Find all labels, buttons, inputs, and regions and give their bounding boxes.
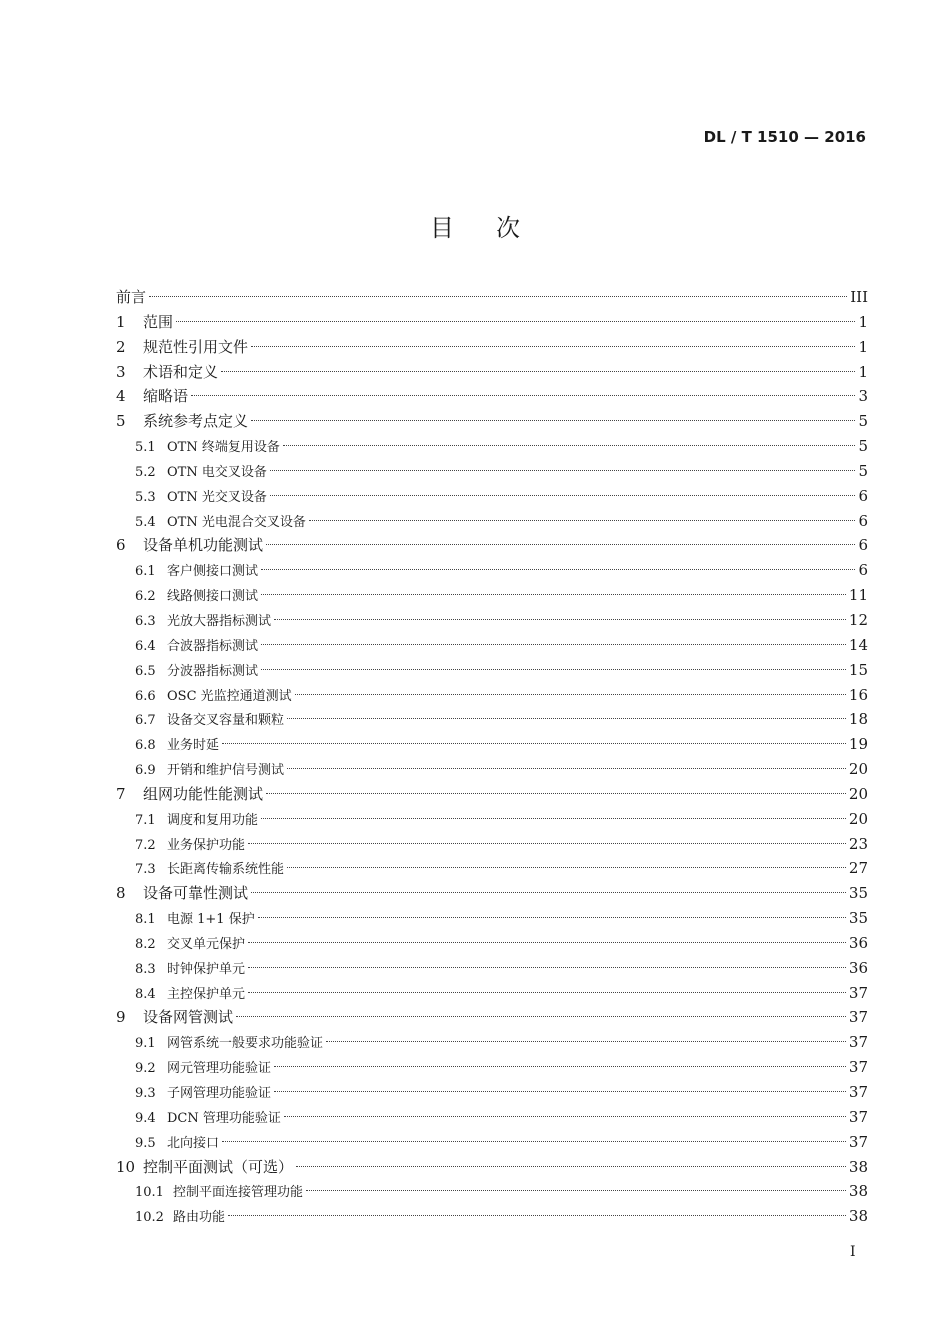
toc-entry-number: 8.1 [135, 912, 156, 928]
toc-entry-number: 6.8 [135, 738, 156, 754]
toc-entry-number: 6.5 [135, 663, 156, 679]
dot-leader [251, 892, 846, 893]
toc-entry-label: 设备单机功能测试 [143, 536, 264, 555]
toc-entry-number: 4 [116, 387, 126, 406]
toc-entry[interactable] [116, 1179, 868, 1204]
toc-entry-number: 8 [116, 884, 126, 903]
dot-leader [270, 495, 856, 496]
dot-leader [287, 718, 846, 719]
toc-entry-label: 客户侧接口测试 [167, 564, 259, 580]
toc-entry-page: 6 [858, 561, 868, 580]
toc-entry[interactable] [116, 360, 868, 385]
toc-entry[interactable] [116, 1155, 868, 1180]
toc-entry-number: 8.3 [135, 961, 156, 977]
dot-leader [261, 818, 846, 819]
toc-entry-label: OTN 光交叉设备 [167, 489, 267, 505]
toc-entry-number: 9.5 [135, 1135, 156, 1151]
toc-entry-page: 37 [848, 1058, 868, 1077]
dot-leader [222, 1141, 846, 1142]
toc-entry-label: 系统参考点定义 [143, 412, 249, 431]
toc-entry-page: 37 [848, 1107, 868, 1126]
toc-entry-number: 10.2 [135, 1210, 164, 1226]
dot-leader [258, 917, 846, 918]
toc-entry-page: 37 [848, 1033, 868, 1052]
toc-entry-label: 术语和定义 [143, 362, 219, 381]
toc-entry[interactable] [116, 732, 868, 757]
toc-entry-label: 网元管理功能验证 [167, 1061, 272, 1077]
dot-leader [266, 793, 846, 794]
toc-entry-number: 2 [116, 337, 126, 356]
dot-leader [287, 867, 846, 868]
toc-entry-label: 长距离传输系统性能 [167, 862, 285, 878]
toc-entry-label: 控制平面连接管理功能 [173, 1185, 304, 1201]
toc-entry-label: 光放大器指标测试 [167, 613, 272, 629]
toc-entry-label: DCN 管理功能验证 [167, 1110, 281, 1126]
dot-leader [149, 296, 847, 297]
toc-entry-label: 开销和维护信号测试 [167, 763, 285, 779]
page-number: I [850, 1244, 856, 1260]
toc-entry-page: 20 [848, 809, 868, 828]
toc-entry-label: 业务保护功能 [167, 837, 246, 853]
toc-entry[interactable] [116, 384, 868, 409]
toc-entry-label: 缩略语 [143, 387, 189, 406]
toc-entry-number: 9 [116, 1008, 126, 1027]
toc-entry[interactable] [116, 335, 868, 360]
toc-entry-number: 6.6 [135, 688, 156, 704]
toc-entry-page: 6 [858, 511, 868, 530]
toc-entry-page: 37 [848, 1008, 868, 1027]
toc-entry-label: 组网功能性能测试 [143, 784, 264, 803]
toc-entry-number: 9.1 [135, 1036, 156, 1052]
toc-entry[interactable] [116, 981, 868, 1006]
toc-entry[interactable] [116, 509, 868, 534]
dot-leader [270, 470, 856, 471]
toc-entry[interactable] [116, 658, 868, 683]
toc-entry[interactable] [116, 906, 868, 931]
toc-entry-label: 分波器指标测试 [167, 663, 259, 679]
toc-entry[interactable] [116, 807, 868, 832]
toc-entry-page: III [850, 288, 868, 306]
dot-leader [306, 1190, 846, 1191]
dot-leader [251, 346, 855, 347]
dot-leader [228, 1215, 846, 1216]
toc-entry[interactable] [116, 285, 868, 310]
dot-leader [284, 1116, 846, 1117]
toc-entry-page: 1 [858, 362, 868, 381]
toc-entry-page: 12 [848, 610, 868, 629]
standard-code: DL / T 1510 — 2016 [703, 128, 866, 146]
toc-entry-number: 6.4 [135, 638, 156, 654]
toc-entry[interactable] [116, 310, 868, 335]
dot-leader [326, 1041, 846, 1042]
toc-entry[interactable] [116, 931, 868, 956]
dot-leader [274, 619, 846, 620]
toc-entry-page: 18 [848, 710, 868, 729]
toc-entry[interactable] [116, 459, 868, 484]
toc-entry-label: 北向接口 [167, 1135, 220, 1151]
toc-entry-label: 设备交叉容量和颗粒 [167, 713, 285, 729]
toc-entry-page: 5 [858, 437, 868, 456]
dot-leader [248, 942, 846, 943]
toc-entry-number: 6.9 [135, 763, 156, 779]
toc-entry-number: 6.2 [135, 589, 156, 605]
toc-entry-label: 设备网管测试 [143, 1008, 234, 1027]
toc-entry-number: 8.4 [135, 986, 156, 1002]
toc-entry-label: 线路侧接口测试 [167, 589, 259, 605]
toc-entry-page: 1 [858, 312, 868, 331]
toc-entry[interactable] [116, 683, 868, 708]
dot-leader [251, 420, 855, 421]
toc-entry-label: 控制平面测试（可选） [143, 1157, 294, 1176]
toc-entry-page: 20 [848, 784, 868, 803]
toc-entry[interactable] [116, 1204, 868, 1229]
toc-entry-page: 20 [848, 760, 868, 779]
dot-leader [248, 967, 846, 968]
toc-entry-page: 36 [848, 933, 868, 952]
toc-entry[interactable] [116, 1005, 868, 1030]
dot-leader [283, 445, 856, 446]
dot-leader [261, 569, 855, 570]
toc-entry[interactable] [116, 1130, 868, 1155]
dot-leader [266, 544, 855, 545]
dot-leader [296, 1166, 846, 1167]
dot-leader [274, 1066, 846, 1067]
toc-entry[interactable] [116, 1030, 868, 1055]
toc-entry-label: 调度和复用功能 [167, 812, 259, 828]
toc-entry-number: 7 [116, 784, 126, 803]
table-of-contents [116, 285, 868, 1229]
toc-entry-label: 设备可靠性测试 [143, 884, 249, 903]
toc-entry-page: 38 [848, 1182, 868, 1201]
toc-entry-page: 14 [848, 635, 868, 654]
toc-entry-page: 16 [848, 685, 868, 704]
toc-entry-page: 5 [858, 461, 868, 480]
toc-entry-number: 6.7 [135, 713, 156, 729]
toc-entry-page: 37 [848, 1132, 868, 1151]
toc-entry-page: 6 [858, 536, 868, 555]
toc-entry-page: 27 [848, 859, 868, 878]
toc-entry-label: OSC 光监控通道测试 [167, 688, 292, 704]
toc-entry-number: 5.2 [135, 464, 156, 480]
toc-entry[interactable] [116, 558, 868, 583]
toc-entry[interactable] [116, 583, 868, 608]
toc-entry-label: 时钟保护单元 [167, 961, 246, 977]
toc-entry-page: 6 [858, 486, 868, 505]
toc-entry[interactable] [116, 707, 868, 732]
toc-entry-page: 1 [858, 337, 868, 356]
toc-entry-number: 6 [116, 536, 126, 555]
toc-entry-label: 规范性引用文件 [143, 337, 249, 356]
toc-entry[interactable] [116, 856, 868, 881]
toc-entry[interactable] [116, 533, 868, 558]
toc-entry-number: 6.3 [135, 613, 156, 629]
toc-entry[interactable] [116, 1080, 868, 1105]
dot-leader [274, 1091, 846, 1092]
toc-entry[interactable] [116, 484, 868, 509]
toc-entry[interactable] [116, 434, 868, 459]
toc-entry-label: OTN 终端复用设备 [167, 440, 280, 456]
toc-entry-label: 前言 [116, 288, 147, 306]
toc-entry-number: 9.2 [135, 1061, 156, 1077]
toc-entry-label: OTN 光电混合交叉设备 [167, 514, 306, 530]
toc-entry[interactable] [116, 1055, 868, 1080]
toc-entry[interactable] [116, 956, 868, 981]
toc-entry-number: 6.1 [135, 564, 156, 580]
toc-entry-page: 5 [858, 412, 868, 431]
toc-entry-label: 电源 1+1 保护 [167, 912, 255, 928]
toc-entry-page: 19 [848, 735, 868, 754]
dot-leader [191, 395, 855, 396]
toc-entry-label: 交叉单元保护 [167, 936, 246, 952]
toc-entry-label: OTN 电交叉设备 [167, 464, 267, 480]
toc-entry-page: 15 [848, 660, 868, 679]
toc-entry-number: 7.2 [135, 837, 156, 853]
toc-entry-page: 35 [848, 884, 868, 903]
dot-leader [295, 694, 846, 695]
dot-leader [309, 520, 856, 521]
toc-entry-label: 范围 [143, 312, 174, 331]
toc-entry-label: 子网管理功能验证 [167, 1086, 272, 1101]
toc-entry[interactable] [116, 409, 868, 434]
toc-entry-page: 38 [848, 1207, 868, 1226]
toc-entry[interactable] [116, 782, 868, 807]
toc-entry-number: 9.4 [135, 1110, 156, 1126]
toc-entry-number: 10.1 [135, 1185, 164, 1201]
dot-leader [248, 843, 846, 844]
toc-entry-page: 35 [848, 909, 868, 928]
toc-entry-number: 9.3 [135, 1086, 156, 1101]
toc-entry[interactable] [116, 757, 868, 782]
dot-leader [248, 992, 846, 993]
toc-entry-number: 5.4 [135, 514, 156, 530]
toc-entry-page: 11 [848, 586, 868, 605]
toc-entry-page: 36 [848, 958, 868, 977]
dot-leader [236, 1016, 846, 1017]
toc-entry-page: 37 [848, 983, 868, 1002]
toc-entry-number: 10 [116, 1157, 136, 1176]
toc-entry-page: 38 [848, 1157, 868, 1176]
dot-leader [287, 768, 846, 769]
toc-entry-number: 5.3 [135, 489, 156, 505]
toc-entry-label: 路由功能 [173, 1210, 226, 1226]
toc-entry[interactable] [116, 608, 868, 633]
dot-leader [261, 669, 846, 670]
toc-entry-label: 网管系统一般要求功能验证 [167, 1036, 324, 1052]
toc-entry[interactable] [116, 832, 868, 857]
toc-entry-page: 23 [848, 834, 868, 853]
toc-entry-page: 3 [858, 387, 868, 406]
dot-leader [261, 594, 846, 595]
toc-entry-number: 7.3 [135, 862, 156, 878]
toc-entry-page: 37 [848, 1083, 868, 1101]
toc-entry-label: 合波器指标测试 [167, 638, 259, 654]
toc-entry-number: 8.2 [135, 936, 156, 952]
toc-entry-number: 5.1 [135, 440, 156, 456]
toc-entry-number: 1 [116, 312, 126, 331]
toc-entry-number: 7.1 [135, 812, 156, 828]
toc-entry-number: 5 [116, 412, 126, 431]
toc-entry[interactable] [116, 1105, 868, 1130]
toc-entry-label: 业务时延 [167, 738, 220, 754]
toc-entry[interactable] [116, 633, 868, 658]
dot-leader [176, 321, 855, 322]
dot-leader [221, 371, 855, 372]
toc-entry-number: 3 [116, 362, 126, 381]
dot-leader [261, 644, 846, 645]
page-title: 目次 [430, 214, 562, 242]
dot-leader [222, 743, 846, 744]
toc-entry-label: 主控保护单元 [167, 986, 246, 1002]
toc-entry[interactable] [116, 881, 868, 906]
